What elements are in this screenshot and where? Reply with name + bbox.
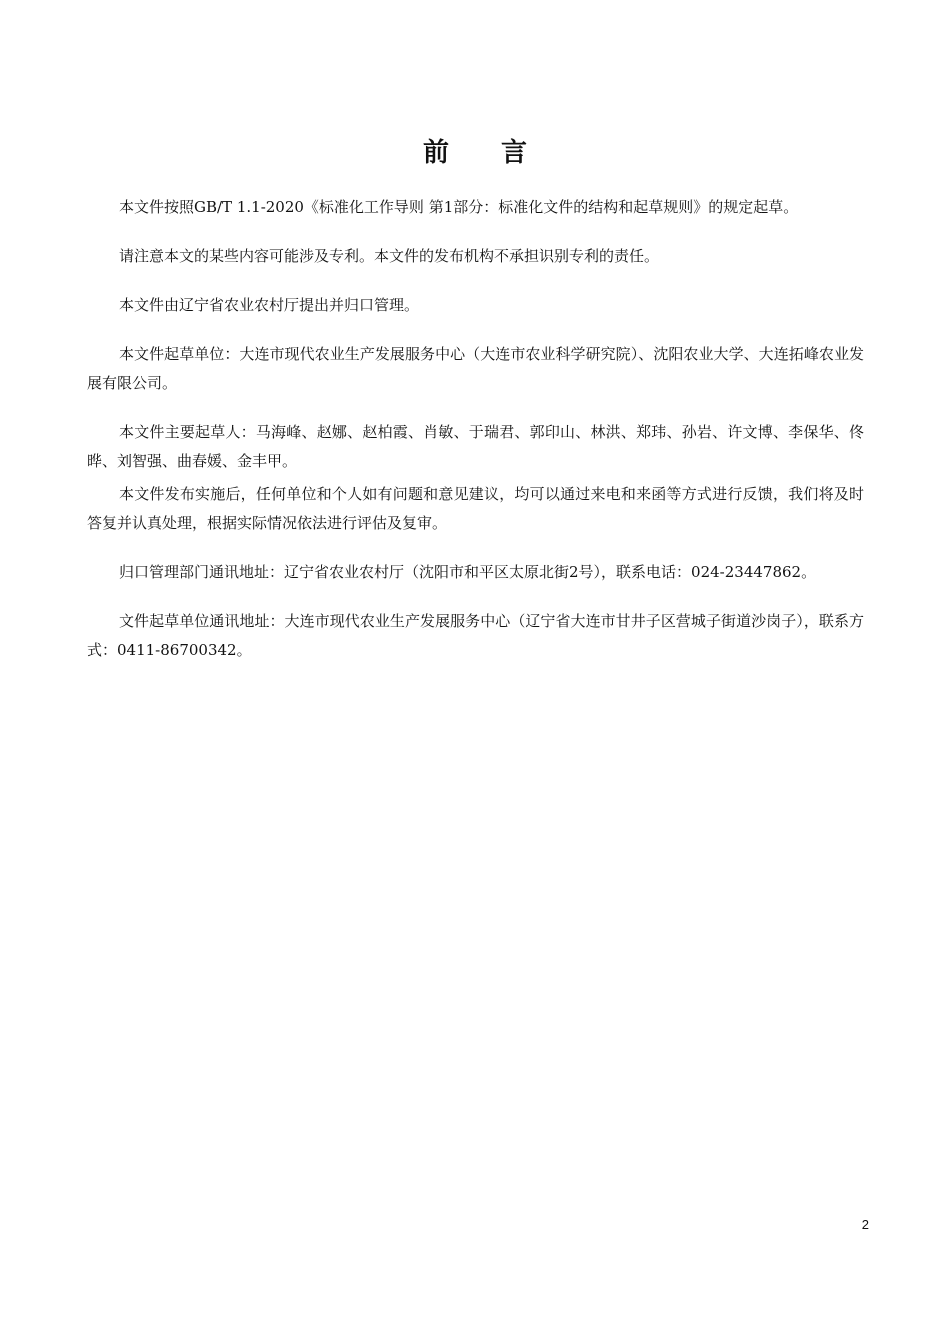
page-number: 2 — [861, 1217, 869, 1232]
document-body — [87, 193, 864, 665]
paragraph-feedback: 本文件发布实施后，任何单位和个人如有问题和意见建议，均可以通过来电和来函等方式进行反馈，我们将及时答复并认真处理，根据实际情况依法进行评估及复审。 — [87, 485, 864, 532]
paragraph-drafting-units: 本文件起草单位：大连市现代农业生产发展服务中心（大连市农业科学研究院）、沈阳农业大学、大连拓峰农业发展有限公司。 — [87, 345, 864, 392]
paragraph-proposer: 本文件由辽宁省农业农村厅提出并归口管理。 — [119, 296, 420, 314]
page-title: 前言 — [422, 138, 579, 168]
paragraph-drafters: 本文件主要起草人：马海峰、赵娜、赵柏霞、肖敏、于瑞君、郭印山、林洪、郑玮、孙岩、许文博、李保华、佟晔、刘智强、曲春媛、金丰甲。 — [87, 423, 864, 470]
paragraph-patent-notice: 请注意本文的某些内容可能涉及专利。本文件的发布机构不承担识别专利的责任。 — [119, 247, 660, 265]
paragraph-drafter-address: 文件起草单位通讯地址：大连市现代农业生产发展服务中心（辽宁省大连市甘井子区营城子街道沙岗子），联系方式：0411-86700342。 — [87, 612, 864, 659]
paragraph-admin-address: 归口管理部门通讯地址：辽宁省农业农村厅（沈阳市和平区太原北街2号），联系电话：024-23447862。 — [119, 563, 817, 581]
paragraph-drafting-basis: 本文件按照GB/T 1.1-2020《标准化工作导则 第1部分：标准化文件的结构和起草规则》的规定起草。 — [119, 198, 799, 216]
